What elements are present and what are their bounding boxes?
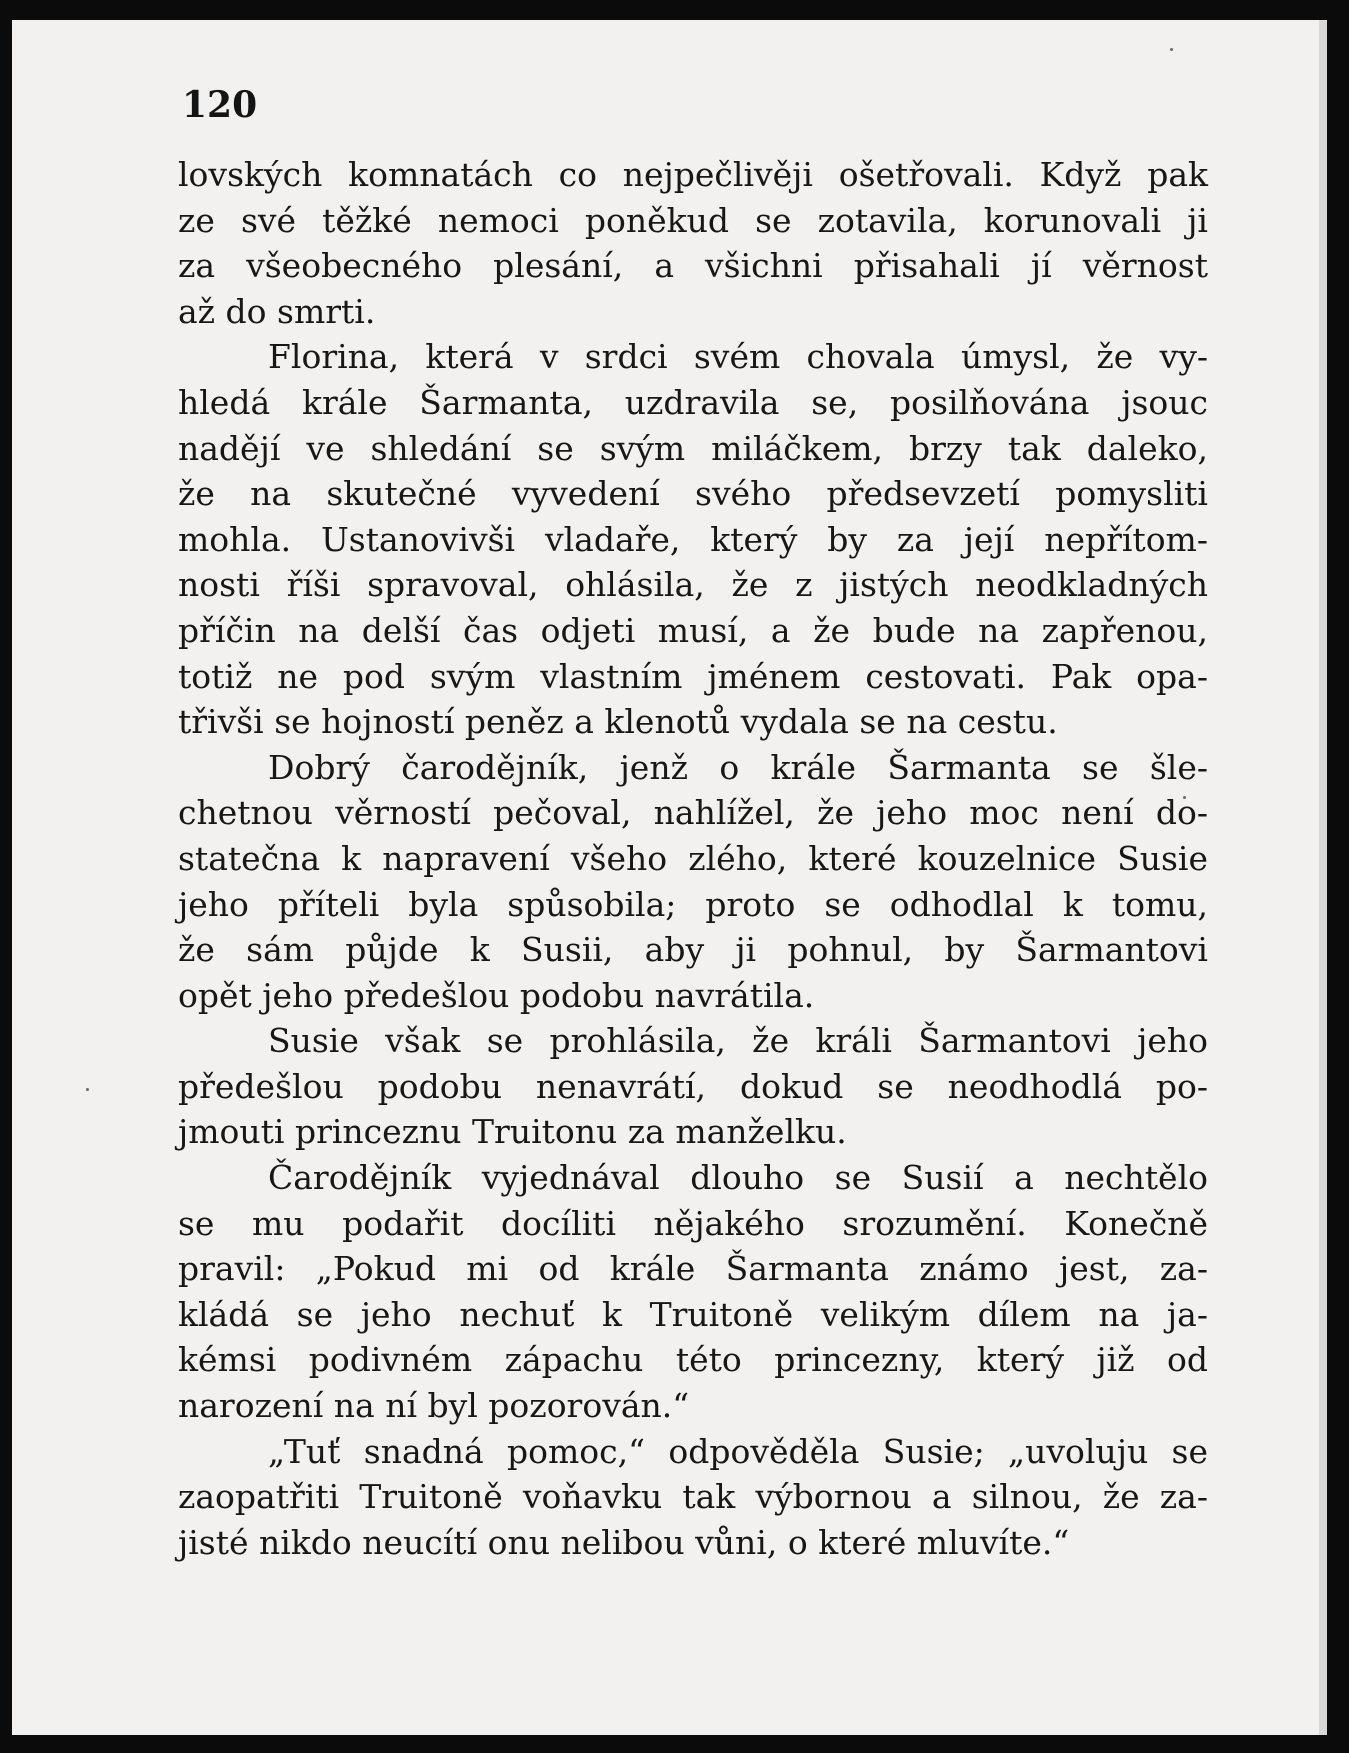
text-line: mohla. Ustanovivši vladaře, který by za její nepřítom- bbox=[178, 519, 1208, 559]
scan-speck bbox=[1170, 48, 1173, 51]
text-line: že na skutečné vyvedení svého předsevzetí pomysliti bbox=[178, 474, 1208, 514]
text-line: pravil: „Pokud mi od krále Šarmanta známo jest, za- bbox=[178, 1249, 1208, 1289]
paragraph bbox=[178, 334, 1208, 744]
text-line: až do smrti. bbox=[178, 291, 376, 331]
text-line: třivši se hojností peněz a klenotů vydala se na cestu. bbox=[178, 702, 1058, 742]
text-line: za všeobecného plesání, a všichni přisahali jí věrnost bbox=[178, 246, 1208, 286]
text-line: příčin na delší čas odjeti musí, a že bude na zapřenou, bbox=[178, 610, 1208, 650]
page-number: 120 bbox=[182, 84, 258, 126]
text-line: hledá krále Šarmanta, uzdravila se, posilňována jsouc bbox=[178, 382, 1208, 422]
text-line: totiž ne pod svým vlastním jménem cestovati. Pak opa- bbox=[178, 656, 1208, 696]
text-line: nosti říši spravoval, ohlásila, že z jistých neodkladných bbox=[178, 565, 1208, 605]
text-line: se mu podařit docíliti nějakého srozumění. Konečně bbox=[178, 1203, 1208, 1243]
text-line: Florina, která v srdci svém chovala úmysl, že vy- bbox=[268, 337, 1208, 377]
text-line: „Tuť snadná pomoc,“ odpověděla Susie; „uvoluju se bbox=[268, 1431, 1208, 1471]
text-line: předešlou podobu nenavrátí, dokud se neodhodlá po- bbox=[178, 1066, 1208, 1106]
text-line: Čarodějník vyjednával dlouho se Susií a nechtělo bbox=[268, 1158, 1208, 1198]
text-line: zaopatřiti Truitoně voňavku tak výbornou a silnou, že za- bbox=[178, 1477, 1208, 1517]
page-edge bbox=[1319, 20, 1327, 1735]
body-text bbox=[178, 152, 1208, 1565]
paragraph bbox=[178, 152, 1208, 334]
text-line: že sám půjde k Susii, aby ji pohnul, by Šarmantovi bbox=[178, 930, 1208, 970]
text-line: kémsi podivném zápachu této princezny, který již od bbox=[178, 1340, 1208, 1380]
text-line: statečna k napravení všeho zlého, které kouzelnice Susie bbox=[178, 838, 1208, 878]
text-line: ze své těžké nemoci poněkud se zotavila, korunovali ji bbox=[178, 200, 1208, 240]
text-line: jeho příteli byla spůsobila; proto se odhodlal k tomu, bbox=[178, 884, 1208, 924]
text-line: Susie však se prohlásila, že králi Šarmantovi jeho bbox=[268, 1021, 1208, 1061]
paragraph bbox=[178, 1018, 1208, 1155]
text-line: narození na ní byl pozorován.“ bbox=[178, 1386, 690, 1426]
text-line: Dobrý čarodějník, jenž o krále Šarmanta se šle- bbox=[268, 747, 1208, 787]
scan-speck bbox=[86, 1088, 89, 1091]
text-line: chetnou věrností pečoval, nahlížel, že jeho moc není do- bbox=[178, 793, 1208, 833]
text-line: kládá se jeho nechuť k Truitoně velikým dílem na ja- bbox=[178, 1294, 1208, 1334]
paragraph bbox=[178, 1155, 1208, 1429]
paragraph bbox=[178, 1429, 1208, 1566]
text-line: opět jeho předešlou podobu navrátila. bbox=[178, 975, 815, 1015]
text-line: jmouti princeznu Truitonu za manželku. bbox=[178, 1112, 847, 1152]
text-line: jisté nikdo neucítí onu nelibou vůni, o které mluvíte.“ bbox=[178, 1522, 1070, 1562]
text-line: lovských komnatách co nejpečlivěji ošetřovali. Když pak bbox=[178, 155, 1208, 194]
paragraph bbox=[178, 745, 1208, 1019]
text-line: nadějí ve shledání se svým miláčkem, brzy tak daleko, bbox=[178, 428, 1208, 468]
